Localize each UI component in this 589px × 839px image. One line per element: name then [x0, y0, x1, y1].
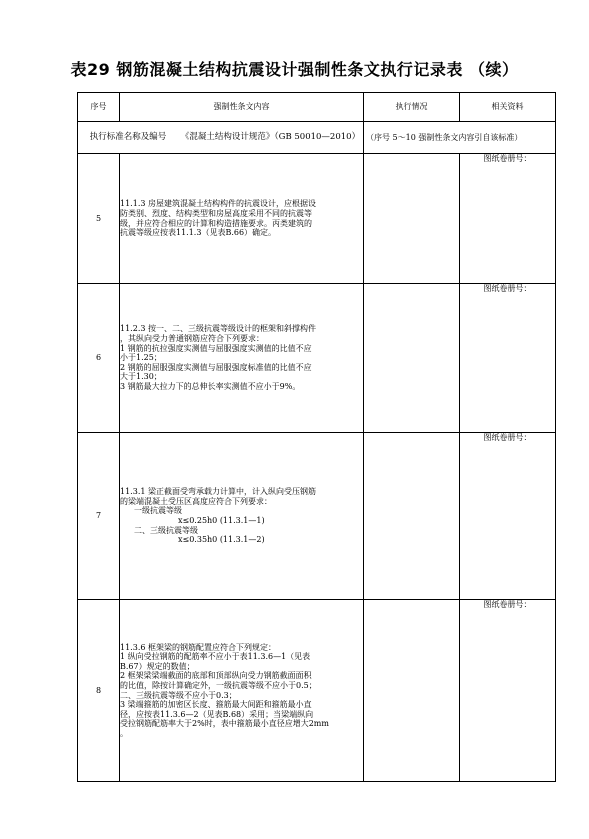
clause-line: 的梁端混凝土受压区高度应符合下列要求：: [120, 496, 272, 506]
clause-text: [120, 284, 364, 433]
header-content: 强制性条文内容: [120, 93, 364, 122]
drawing-volume-label: 图纸卷册号：: [460, 154, 556, 284]
standard-label: 执行标准名称及编号: [89, 132, 167, 143]
clause-line: 大于1.30；: [120, 372, 162, 382]
clause-line: 11.3.6 框架梁的钢筋配置应符合下列规定：: [120, 642, 276, 652]
clause-text: [120, 600, 364, 782]
clause-line: 2 钢筋的屈服强度实测值与屈服强度标准值的比值不应: [120, 362, 312, 372]
formula-line: x≤0.25h0 (11.3.1—1): [178, 516, 265, 525]
standard-text-left: 《混凝土结构设计规范》（GB 50010—2010）: [180, 132, 361, 143]
row-number: 8: [78, 600, 120, 782]
drawing-volume-label: 图纸卷册号：: [460, 600, 556, 782]
clause-line: 。: [120, 728, 128, 738]
table-row: [78, 433, 556, 600]
clause-line: 二、三级抗震等级: [134, 525, 198, 535]
clause-line: 防类别、烈度、结构类型和房屋高度采用不同的抗震等: [120, 208, 312, 218]
row-number: 7: [78, 433, 120, 600]
clause-line: 1 纵向受拉钢筋的配筋率不应小于表11.3.6—1（见表: [120, 652, 311, 662]
table-row: [78, 154, 556, 284]
drawing-volume-label: 图纸卷册号：: [460, 284, 556, 433]
drawing-volume-label: 图纸卷册号：: [460, 433, 556, 600]
clause-line: 小于1.25；: [120, 353, 162, 363]
clause-line: 受拉钢筋配筋率大于2%时，表中箍筋最小直径应增大2mm: [120, 719, 329, 729]
execution-status-cell[interactable]: [364, 284, 460, 433]
clause-line: 1 钢筋的抗拉强度实测值与屈服强度实测值的比值不应: [120, 343, 312, 353]
page-title: 表29 钢筋混凝土结构抗震设计强制性条文执行记录表 （续）: [70, 60, 519, 79]
header-row: [78, 93, 556, 122]
clause-line: 11.1.3 房屋建筑混凝土结构构件的抗震设计，应根据设: [120, 199, 316, 209]
standard-text: （序号 5～10 强制性条文内容引自该标准）: [364, 122, 556, 154]
table-row: [78, 284, 556, 433]
clause-line: 3 钢筋最大拉力下的总伸长率实测值不应小于9%。: [120, 381, 301, 391]
formula-line: x≤0.35h0 (11.3.1—2): [178, 535, 265, 545]
row-number: 6: [78, 284, 120, 433]
table-row: [78, 600, 556, 782]
clause-text: [120, 154, 364, 284]
clause-line: 11.2.3 按一、二、三级抗震等级设计的框架和斜撑构件: [120, 324, 316, 334]
header-related: 相关资料: [460, 93, 556, 122]
clause-line: 抗震等级应按表11.1.3（见表B.66）确定。: [120, 228, 277, 238]
clause-line: 2 框架梁梁端截面的底部和顶部纵向受力钢筋截面面积: [120, 671, 312, 681]
standard-row: [78, 122, 556, 154]
clause-text: [120, 433, 364, 600]
execution-status-cell[interactable]: [364, 154, 460, 284]
clause-line: 一级抗震等级: [134, 506, 182, 516]
clause-line: 级，并应符合相应的计算和构造措施要求。丙类建筑的: [120, 218, 312, 228]
row-number: 5: [78, 154, 120, 284]
clause-line: 的比值，除按计算确定外，一级抗震等级不应小于0.5；: [120, 680, 317, 690]
record-table: [77, 92, 556, 782]
execution-status-cell[interactable]: [364, 433, 460, 600]
clause-line: ，其纵向受力普通钢筋应符合下列要求：: [120, 334, 264, 344]
clause-line: B.67）规定的数值；: [120, 661, 195, 671]
clause-line: 径，应按表11.3.6—2（见表B.68）采用；当梁端纵向: [120, 709, 314, 719]
clause-line: 二、三级抗震等级不应小于0.3；: [120, 690, 237, 700]
clause-line: 11.3.1 梁正截面受弯承载力计算中，计入纵向受压钢筋: [120, 487, 316, 497]
header-status: 执行情况: [364, 93, 460, 122]
clause-line: 3 梁端箍筋的加密区长度、箍筋最大间距和箍筋最小直: [120, 700, 312, 710]
header-no: 序号: [78, 93, 120, 122]
execution-status-cell[interactable]: [364, 600, 460, 782]
